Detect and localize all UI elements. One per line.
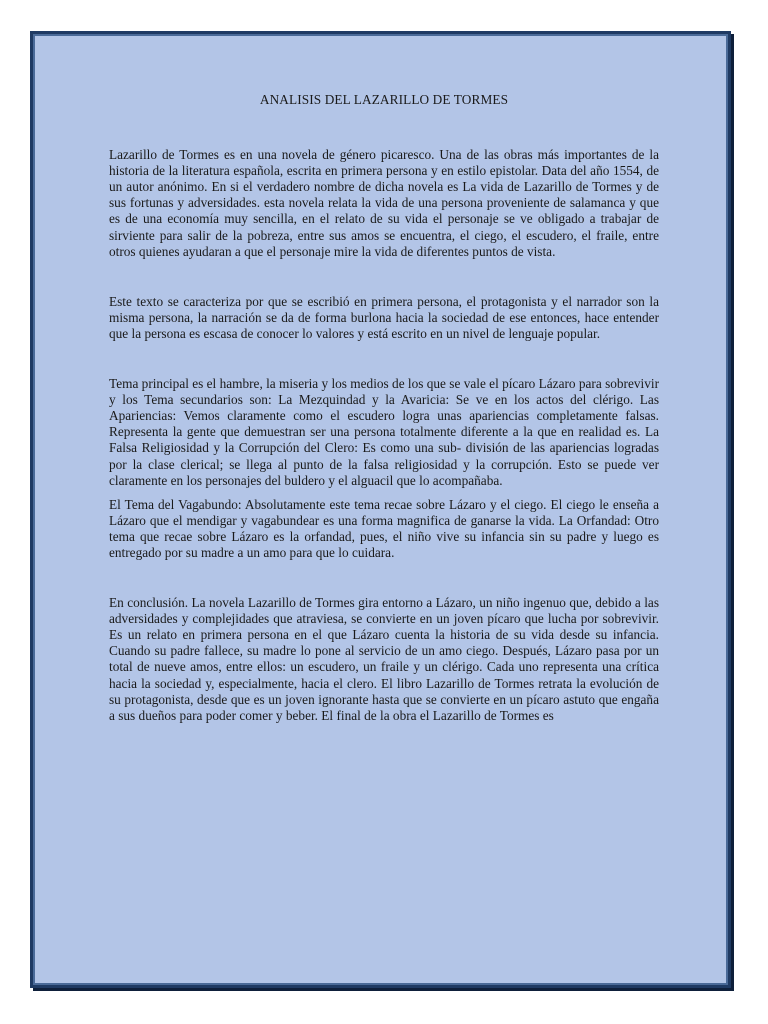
document-title: ANALISIS DEL LAZARILLO DE TORMES [259, 92, 509, 107]
paragraph-vagabond-theme: El Tema del Vagabundo: Absolutamente este tema recae sobre Lázaro y el ciego. El ciego le enseña a Lázaro que el mendigar y vagabundear es una forma magnifica de ganarse la vida. La Orfandad: Otro tema que recae sobre Lázaro es la orfandad, pues, el niño vive su infancia sin su padre y luego es entregado por su madre a un amo para que lo cuidara. [109, 496, 659, 560]
paragraph-intro: Lazarillo de Tormes es en una novela de género picaresco. Una de las obras más importantes de la historia de la literatura española, escrita en primera persona y en estilo epistolar. Data del año 1554, de un autor anónimo. En si el verdadero nombre de dicha novela es La vida de Lazarillo de Tormes y de sus fortunas y adversidades. esta novela relata la vida de una persona proveniente de salamanca y que es de una economía muy sencilla, en el relato de su vida el personaje se ve obligado a trabajar de sirviente para salir de la pobreza, entre sus amos se encuentra, el ciego, el escudero, el fraile, entre otros quienes ayudaran a que el personaje mire la vida de diferentes puntos de vista. [109, 147, 659, 259]
document-body [109, 92, 659, 724]
paragraph-conclusion: En conclusión. La novela Lazarillo de Tormes gira entorno a Lázaro, un niño ingenuo que, debido a las adversidades y complejidades que atraviesa, se convierte en un joven pícaro que lucha por sobrevivir. Es un relato en primera persona en el que Lázaro cuenta la historia de su vida desde su infancia. Cuando su padre fallece, su madre lo pone al servicio de un amo ciego. Después, Lázaro pasa por un total de nueve amos, entre ellos: un escudero, un fraile y un clérigo. Cada uno representa una crítica hacia la sociedad y, especialmente, hacia el clero. El libro Lazarillo de Tormes retrata la evolución de su protagonista, desde que es un joven ignorante hasta que se convierte en un pícaro astuto que engaña a sus dueños para poder comer y beber. El final de la obra el Lazarillo de Tormes es [109, 595, 659, 723]
paragraph-characteristics: Este texto se caracteriza por que se escribió en primera persona, el protagonista y el narrador son la misma persona, la narración se da de forma burlona hacia la sociedad de ese entonces, hace entender que la persona es escasa de conocer lo valores y está escrito en un nivel de lenguaje popular. [109, 293, 659, 341]
paragraph-themes: Tema principal es el hambre, la miseria y los medios de los que se vale el pícaro Lázaro para sobrevivir y los Tema secundarios son: La Mezquindad y la Avaricia: Se ve en los actos del clérigo. Las Apariencias: Vemos claramente como el escudero logra unas apariencias completamente falsas. Representa la gente que demuestran ser una persona totalmente diferente a la que en realidad es. La Falsa Religiosidad y la Corrupción del Clero: Es como una sub- división de las apariencias logradas por la clase clerical; se llega al punto de la falsa religiosidad y la corrupción. Esto se puede ver claramente en los personajes del buldero y el alguacil que lo acompañaba. [109, 376, 659, 488]
document-page [30, 31, 731, 988]
